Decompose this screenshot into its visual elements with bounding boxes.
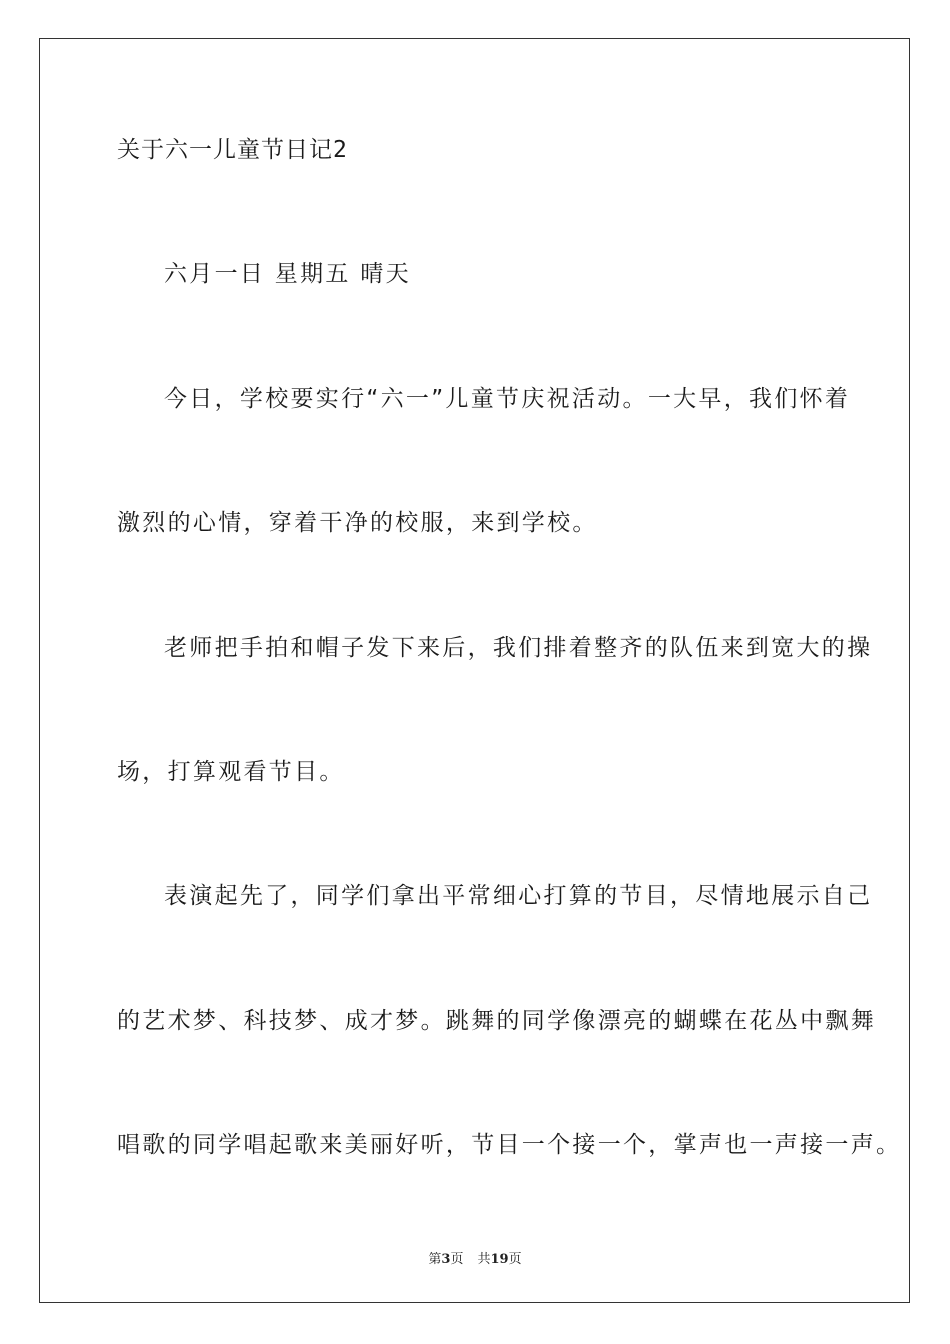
paragraph-1-line-1: 今日，学校要实行“六一”儿童节庆祝活动。一大早，我们怀着: [164, 386, 851, 412]
paragraph-3-line-1: 表演起先了，同学们拿出平常细心打算的节目，尽情地展示自己: [164, 883, 873, 909]
page-total: 19: [490, 1252, 509, 1267]
paragraph-3-line-2: 的艺术梦、科技梦、成才梦。跳舞的同学像漂亮的蝴蝶在花丛中飘舞: [117, 1008, 876, 1034]
total-suffix: 页: [508, 1252, 522, 1267]
page-current: 3: [441, 1252, 451, 1267]
page-prefix: 第: [428, 1252, 442, 1267]
paragraph-3-line-3: 唱歌的同学唱起歌来美丽好听，节目一个接一个，掌声也一声接一声。: [117, 1132, 902, 1158]
date-line: 六月一日 星期五 晴天: [164, 261, 411, 287]
paragraph-1-line-2: 激烈的心情，穿着干净的校服，来到学校。: [117, 510, 598, 536]
document-title: 关于六一儿童节日记2: [117, 137, 348, 163]
page-suffix: 页: [450, 1252, 464, 1267]
total-prefix: 共: [477, 1252, 491, 1267]
page-border: [39, 38, 910, 1303]
paragraph-2-line-2: 场，打算观看节目。: [117, 759, 345, 785]
paragraph-2-line-1: 老师把手拍和帽子发下来后，我们排着整齐的队伍来到宽大的操: [164, 635, 873, 661]
page-footer: [0, 1248, 950, 1267]
